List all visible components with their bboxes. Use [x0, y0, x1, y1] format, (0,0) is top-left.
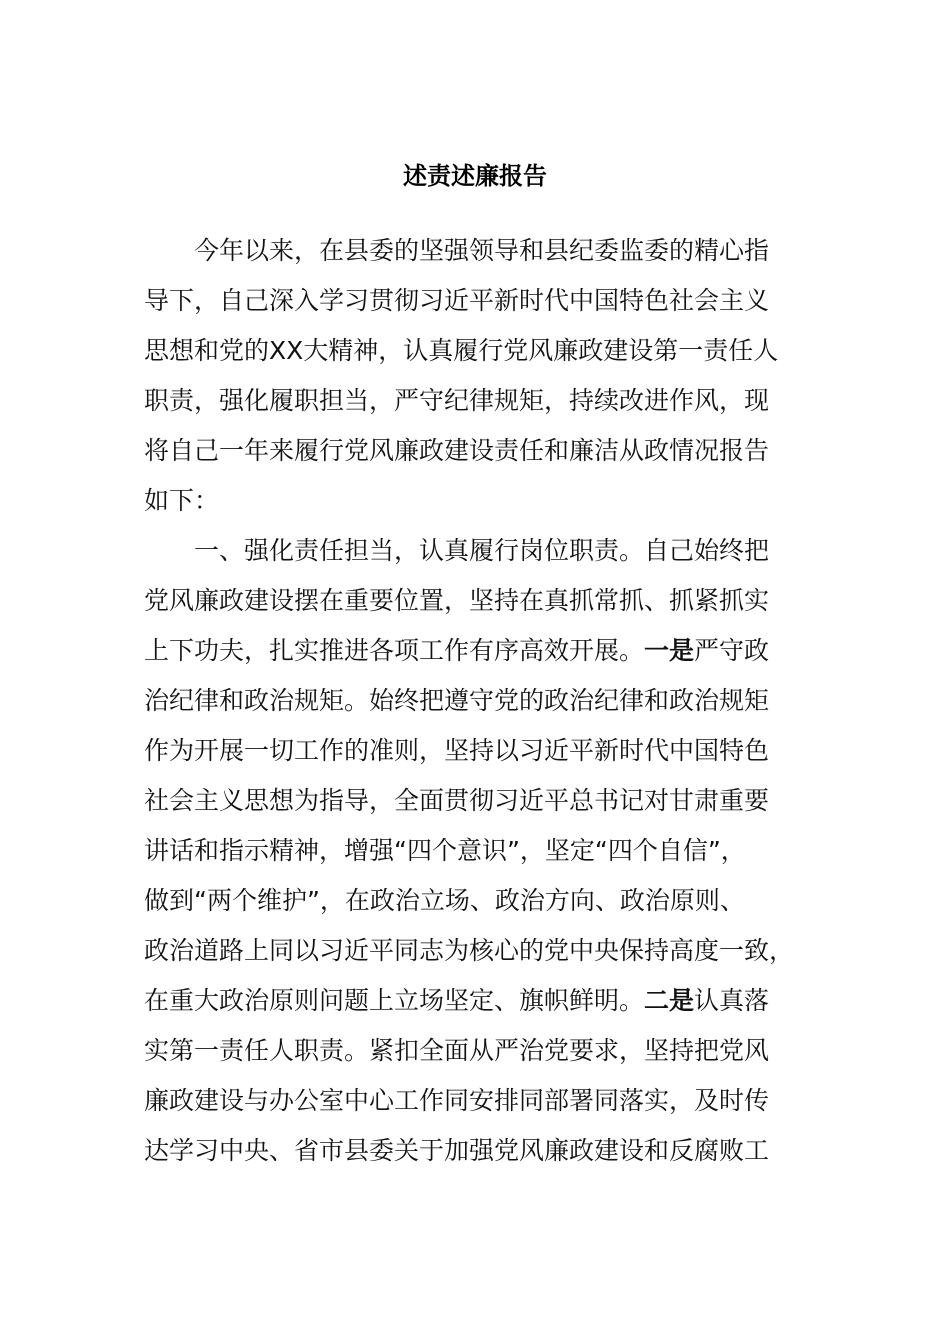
document-title: 述责述廉报告 [403, 162, 547, 190]
body-line: 政治道路上同以习近平同志为核心的党中央保持高度一致， [144, 936, 795, 965]
body-line: 职责，强化履职担当，严守纪律规矩，持续改进作风，现 [144, 386, 770, 415]
body-line [144, 976, 814, 1026]
body-line: 治纪律和政治规矩。始终把遵守党的政治纪律和政治规矩 [144, 686, 770, 715]
body-line: 党风廉政建设摆在重要位置，坚持在真抓常抓、抓紧抓实 [144, 586, 770, 615]
document-body [144, 226, 814, 1176]
body-line: 达学习中央、省市县委关于加强党风廉政建设和反腐败工 [144, 1136, 770, 1165]
body-text-run: 上下功夫，扎实推进各项工作有序高效开展。 [144, 636, 645, 665]
body-line [144, 626, 814, 676]
body-line: 作为开展一切工作的准则，坚持以习近平新时代中国特色 [144, 736, 770, 765]
body-text-run: 在重大政治原则问题上立场坚定、旗帜鲜明。 [144, 986, 645, 1015]
bold-marker-first: 一是 [644, 636, 695, 665]
body-line: 廉政建设与办公室中心工作同安排同部署同落实，及时传 [144, 1086, 770, 1115]
body-line: 将自己一年来履行党风廉政建设责任和廉洁从政情况报告 [144, 436, 770, 465]
body-line: 实第一责任人职责。紧扣全面从严治党要求，坚持把党风 [144, 1036, 770, 1065]
body-line: 今年以来，在县委的坚强领导和县纪委监委的精心指 [194, 236, 770, 265]
body-text-run: 严守政 [694, 636, 770, 665]
body-text-run: 认真落 [694, 986, 770, 1015]
body-line: 做到“两个维护”，在政治立场、政治方向、政治原则、 [144, 886, 745, 915]
body-line: 社会主义思想为指导，全面贯彻习近平总书记对甘肃重要 [144, 786, 770, 815]
body-line: 思想和党的XX大精神，认真履行党风廉政建设第一责任人 [144, 336, 779, 365]
section-heading-line: 一、强化责任担当，认真履行岗位职责。自己始终把 [194, 536, 770, 565]
body-line: 讲话和指示精神，增强“四个意识”，坚定“四个自信”， [144, 836, 746, 865]
body-line: 如下： [144, 486, 220, 515]
bold-marker-second: 二是 [644, 986, 695, 1015]
body-line: 导下，自己深入学习贯彻习近平新时代中国特色社会主义 [144, 286, 770, 315]
